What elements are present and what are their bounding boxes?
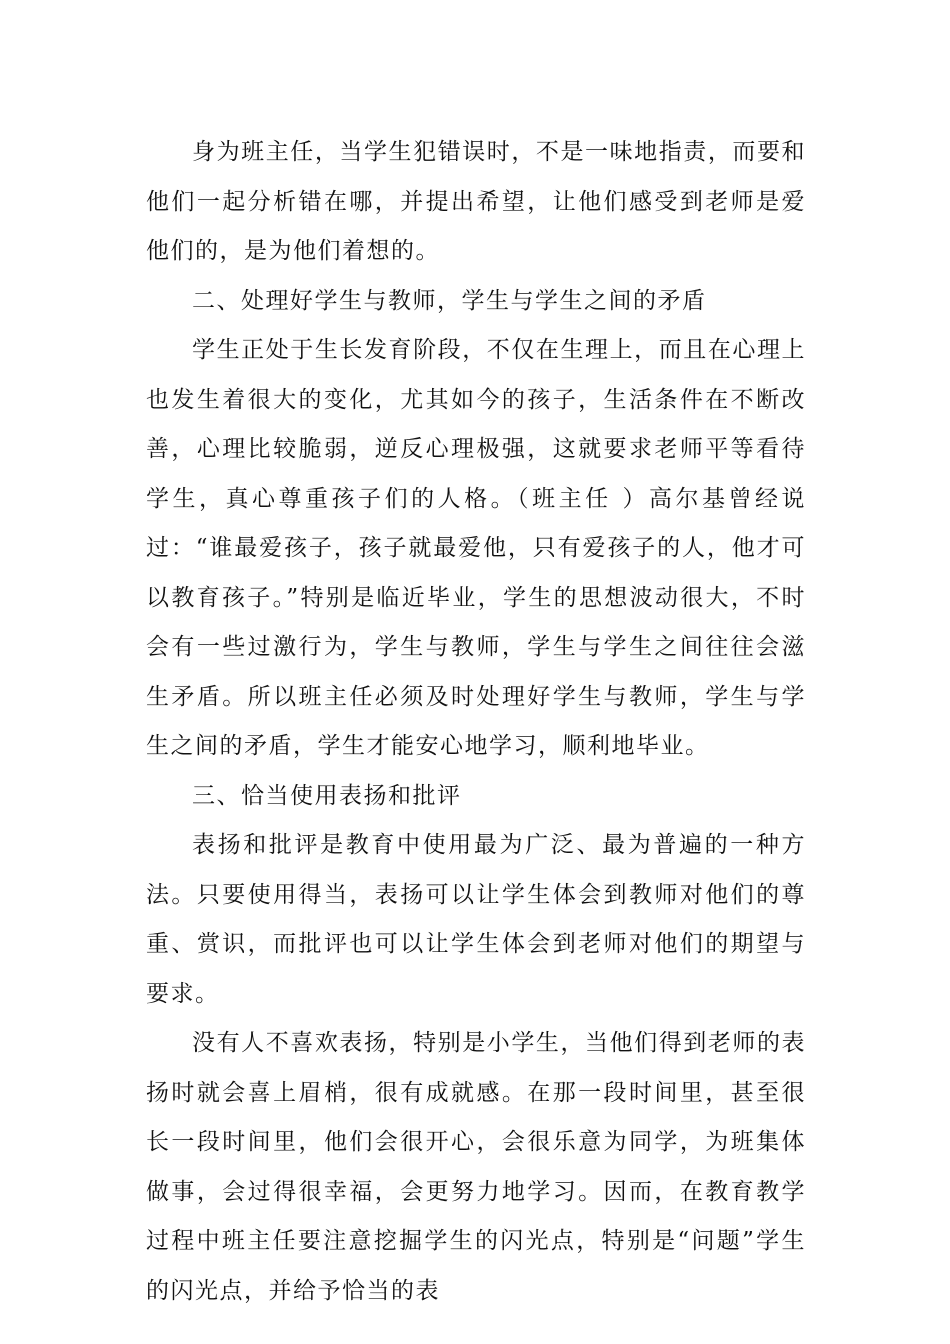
- paragraph-criticism-guidance: 身为班主任，当学生犯错误时，不是一味地指责，而要和他们一起分析错在哪，并提出希望，让他们感受到老师是爱他们的，是为他们着想的。: [146, 139, 806, 264]
- document-body: [146, 128, 806, 1316]
- paragraph-handle-conflicts: 学生正处于生长发育阶段，不仅在生理上，而且在心理上也发生着很大的变化，尤其如今的孩子，生活条件在不断改善，心理比较脆弱，逆反心理极强，这就要求老师平等看待学生，真心尊重孩子们的人格。（班主任 ）高尔基曾经说过：“谁最爱孩子，孩子就最爱他，只有爱孩子的人，他才可以教育孩子。”特别是临近毕业，学生的思想波动很大，不时会有一些过激行为，学生与教师，学生与学生之间往往会滋生矛盾。所以班主任必须及时处理好学生与教师，学生与学生之间的矛盾，学生才能安心地学习，顺利地毕业。: [146, 337, 806, 759]
- section-heading-3: 三、恰当使用表扬和批评: [192, 782, 462, 809]
- paragraph-praise-and-criticism: 表扬和批评是教育中使用最为广泛、最为普遍的一种方法。只要使用得当，表扬可以让学生体会到教师对他们的尊重、赏识，而批评也可以让学生体会到老师对他们的期望与要求。: [146, 832, 806, 1007]
- paragraph-praise-effects: 没有人不喜欢表扬，特别是小学生，当他们得到老师的表扬时就会喜上眉梢，很有成就感。在那一段时间里，甚至很长一段时间里，他们会很开心，会很乐意为同学，为班集体做事，会过得很幸福，会更努力地学习。因而，在教育教学过程中班主任要注意挖掘学生的闪光点，特别是“问题”学生的闪光点，并给予恰当的表: [146, 1030, 806, 1304]
- section-heading-2: 二、处理好学生与教师，学生与学生之间的矛盾: [192, 287, 707, 314]
